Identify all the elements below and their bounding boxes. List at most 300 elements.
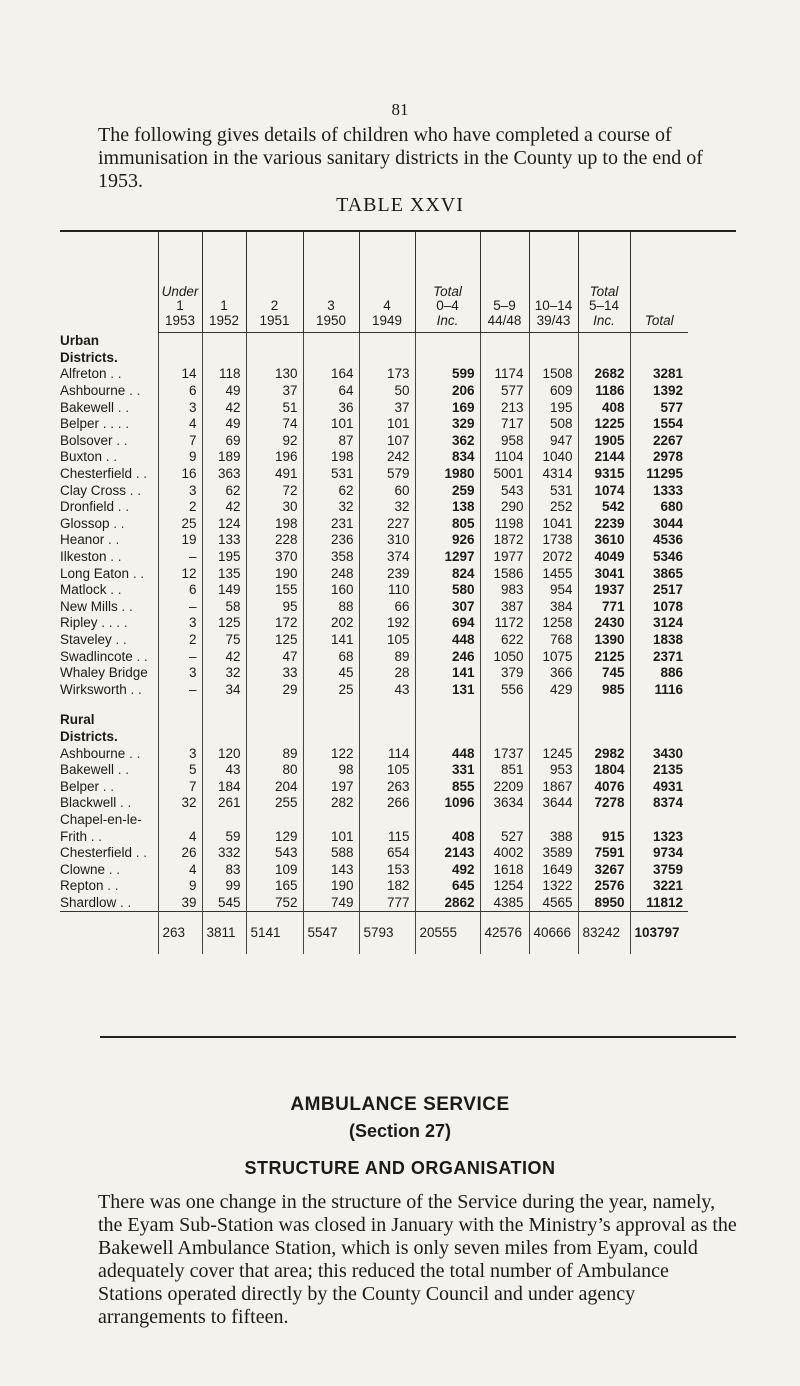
value-cell: 195 xyxy=(202,549,246,566)
value-cell: 543 xyxy=(480,482,529,499)
value-cell: 45 xyxy=(303,665,359,682)
table-header-row xyxy=(60,232,688,333)
value-cell: 26 xyxy=(158,845,202,862)
district-row xyxy=(60,845,688,862)
leader-dots: . . xyxy=(102,449,118,465)
value-cell: 1323 xyxy=(630,828,688,845)
value-cell: 2517 xyxy=(630,582,688,599)
value-cell: 1050 xyxy=(480,648,529,665)
value-cell: 3221 xyxy=(630,878,688,895)
value-cell: 1649 xyxy=(529,861,578,878)
district-name-cell xyxy=(60,383,158,400)
value-cell: 50 xyxy=(359,383,415,400)
district-name-cell xyxy=(60,499,158,516)
value-cell: 122 xyxy=(303,745,359,762)
value-cell: 531 xyxy=(303,466,359,483)
value-cell: 2862 xyxy=(415,895,480,912)
body-paragraph: There was one change in the structure of the Service during the year, namely, the Eyam Sub-Station was closed in January with the Ministry’s approval as the Bakewell Ambulance Station, which is only seven miles from Eyam, could adequately cover that area; this reduced the total number of Ambulance Stations operated directly by the County Council and under agency arrangements to fifteen. xyxy=(98,1191,737,1328)
value-cell: 32 xyxy=(202,665,246,682)
value-cell: 125 xyxy=(246,632,303,649)
district-name-cell xyxy=(60,399,158,416)
value-cell: 138 xyxy=(415,499,480,516)
district-row xyxy=(60,599,688,616)
value-cell: 3865 xyxy=(630,565,688,582)
value-cell: 2978 xyxy=(630,449,688,466)
value-cell: 492 xyxy=(415,861,480,878)
district-name-cell xyxy=(60,416,158,433)
district-name: Glossop xyxy=(60,515,110,531)
district-name: Bakewell xyxy=(60,399,115,415)
leader-dots: . . xyxy=(104,532,120,548)
value-cell: 69 xyxy=(202,433,246,450)
value-cell: 2576 xyxy=(578,878,630,895)
value-cell: 448 xyxy=(415,745,480,762)
leader-dots: . . xyxy=(114,762,130,778)
value-cell: 1075 xyxy=(529,648,578,665)
header-age-5-9: 5–9 44/48 xyxy=(480,232,529,333)
value-cell: 1258 xyxy=(529,615,578,632)
value-cell: 89 xyxy=(359,648,415,665)
value-cell: 43 xyxy=(359,681,415,698)
value-cell: 886 xyxy=(630,665,688,682)
value-cell: 805 xyxy=(415,516,480,533)
value-cell: 190 xyxy=(246,565,303,582)
value-cell: 3 xyxy=(158,399,202,416)
total-cell: 40666 xyxy=(529,912,578,955)
district-row xyxy=(60,778,688,795)
value-cell: 11295 xyxy=(630,466,688,483)
value-cell: 141 xyxy=(415,665,480,682)
value-cell: 374 xyxy=(359,549,415,566)
value-cell: 12 xyxy=(158,565,202,582)
district-name: Matlock xyxy=(60,582,107,598)
value-cell: 953 xyxy=(529,762,578,779)
district-name-cell xyxy=(60,449,158,466)
value-cell: 182 xyxy=(359,878,415,895)
leader-dots: . . xyxy=(132,845,148,861)
value-cell: 694 xyxy=(415,615,480,632)
value-cell: 1455 xyxy=(529,565,578,582)
value-cell: 1096 xyxy=(415,795,480,812)
value-cell: 16 xyxy=(158,466,202,483)
value-cell: 4931 xyxy=(630,778,688,795)
value-cell: 9 xyxy=(158,449,202,466)
district-name: Ashbourne xyxy=(60,745,126,761)
leader-dots: . . xyxy=(112,432,128,448)
value-cell: 290 xyxy=(480,499,529,516)
value-cell: 332 xyxy=(202,845,246,862)
value-cell: 198 xyxy=(303,449,359,466)
value-cell: 118 xyxy=(202,366,246,383)
district-name-cell xyxy=(60,745,158,762)
value-cell: 51 xyxy=(246,399,303,416)
district-row xyxy=(60,745,688,762)
value-cell: 1198 xyxy=(480,516,529,533)
leader-dots: . . xyxy=(132,648,148,664)
value-cell: 3759 xyxy=(630,861,688,878)
district-row xyxy=(60,466,688,483)
value-cell: 1738 xyxy=(529,532,578,549)
value-cell: 3 xyxy=(158,615,202,632)
district-name: Clay Cross xyxy=(60,482,127,498)
value-cell: 8950 xyxy=(578,895,630,912)
value-cell: 83 xyxy=(202,861,246,878)
district-row xyxy=(60,895,688,912)
value-cell: 3610 xyxy=(578,532,630,549)
value-cell: 153 xyxy=(359,861,415,878)
value-cell: 4002 xyxy=(480,845,529,862)
leader-dots: . . xyxy=(109,515,125,531)
value-cell: 680 xyxy=(630,499,688,516)
value-cell: 7591 xyxy=(578,845,630,862)
leader-dots: . . xyxy=(99,778,115,794)
value-cell: – xyxy=(158,549,202,566)
value-cell: 4049 xyxy=(578,549,630,566)
value-cell: 363 xyxy=(202,466,246,483)
section-heading: AMBULANCE SERVICE xyxy=(290,1094,510,1115)
value-cell: 4 xyxy=(158,828,202,845)
value-cell: 384 xyxy=(529,599,578,616)
value-cell: 491 xyxy=(246,466,303,483)
district-row xyxy=(60,762,688,779)
value-cell: 3589 xyxy=(529,845,578,862)
value-cell: 74 xyxy=(246,416,303,433)
value-cell: 4076 xyxy=(578,778,630,795)
value-cell: 246 xyxy=(415,648,480,665)
district-name: Dronfield xyxy=(60,499,115,515)
value-cell: 206 xyxy=(415,383,480,400)
header-under-1: Under 1 1953 xyxy=(158,232,202,333)
value-cell: 160 xyxy=(303,582,359,599)
district-row xyxy=(60,795,688,812)
value-cell: 9315 xyxy=(578,466,630,483)
district-row xyxy=(60,532,688,549)
district-row xyxy=(60,482,688,499)
district-name-cell xyxy=(60,565,158,582)
header-total-0-4: Total 0–4 Inc. xyxy=(415,232,480,333)
value-cell: 5346 xyxy=(630,549,688,566)
total-cell: 5547 xyxy=(303,912,359,955)
value-cell: 545 xyxy=(202,895,246,912)
district-row xyxy=(60,499,688,516)
value-cell: 129 xyxy=(246,828,303,845)
value-cell: 213 xyxy=(480,399,529,416)
value-cell: 101 xyxy=(359,416,415,433)
value-cell: 130 xyxy=(246,366,303,383)
value-cell: 141 xyxy=(303,632,359,649)
value-cell: 189 xyxy=(202,449,246,466)
value-cell: 30 xyxy=(246,499,303,516)
district-name-cell xyxy=(60,681,158,698)
total-cell: 5141 xyxy=(246,912,303,955)
district-name-cell xyxy=(60,366,158,383)
value-cell: 4536 xyxy=(630,532,688,549)
leader-dots: . . xyxy=(114,416,130,432)
total-cell: 103797 xyxy=(630,912,688,955)
district-name-cell xyxy=(60,878,158,895)
value-cell: 947 xyxy=(529,433,578,450)
value-cell: 172 xyxy=(246,615,303,632)
district-name-cell xyxy=(60,615,158,632)
district-name-cell xyxy=(60,845,158,862)
leader-dots: . . xyxy=(117,598,133,614)
value-cell: 14 xyxy=(158,366,202,383)
value-cell: 310 xyxy=(359,532,415,549)
value-cell: 252 xyxy=(529,499,578,516)
district-name: Heanor xyxy=(60,532,105,548)
value-cell: 4385 xyxy=(480,895,529,912)
value-cell: 926 xyxy=(415,532,480,549)
value-cell: 114 xyxy=(359,745,415,762)
value-cell: 109 xyxy=(246,861,303,878)
value-cell: 408 xyxy=(415,828,480,845)
district-name-cell xyxy=(60,582,158,599)
value-cell: 508 xyxy=(529,416,578,433)
value-cell: 3041 xyxy=(578,565,630,582)
value-cell: 448 xyxy=(415,632,480,649)
leader-dots: . . xyxy=(105,861,121,877)
district-name: Chapel-en-le- xyxy=(60,811,142,827)
leader-dots: . . xyxy=(106,582,122,598)
value-cell: 231 xyxy=(303,516,359,533)
district-name-cell xyxy=(60,648,158,665)
value-cell: 4 xyxy=(158,416,202,433)
value-cell: 32 xyxy=(303,499,359,516)
value-cell: 184 xyxy=(202,778,246,795)
value-cell: 1172 xyxy=(480,615,529,632)
district-name-cell xyxy=(60,632,158,649)
value-cell: 190 xyxy=(303,878,359,895)
district-name: Ilkeston xyxy=(60,549,107,565)
value-cell: 1297 xyxy=(415,549,480,566)
value-cell: 33 xyxy=(246,665,303,682)
value-cell: 3124 xyxy=(630,615,688,632)
value-cell: 105 xyxy=(359,762,415,779)
subsection-heading: STRUCTURE AND ORGANISATION xyxy=(244,1158,556,1178)
value-cell: 1322 xyxy=(529,878,578,895)
value-cell: 25 xyxy=(303,681,359,698)
spacer-row xyxy=(60,698,688,712)
value-cell: 7 xyxy=(158,433,202,450)
district-name-cell xyxy=(60,795,158,812)
value-cell: 259 xyxy=(415,482,480,499)
value-cell: 9 xyxy=(158,878,202,895)
value-cell: 2430 xyxy=(578,615,630,632)
value-cell: 202 xyxy=(303,615,359,632)
total-cell: 42576 xyxy=(480,912,529,955)
value-cell: 958 xyxy=(480,433,529,450)
value-cell: 72 xyxy=(246,482,303,499)
value-cell: 261 xyxy=(202,795,246,812)
value-cell: 985 xyxy=(578,681,630,698)
district-row xyxy=(60,665,688,682)
district-name: New Mills xyxy=(60,598,118,614)
value-cell: 236 xyxy=(303,532,359,549)
leader-dots: . . xyxy=(112,615,128,631)
value-cell: 4314 xyxy=(529,466,578,483)
header-total: Total xyxy=(630,232,688,333)
value-cell: 542 xyxy=(578,499,630,516)
value-cell: 131 xyxy=(415,681,480,698)
value-cell: 164 xyxy=(303,366,359,383)
value-cell: 101 xyxy=(303,416,359,433)
value-cell: 2 xyxy=(158,499,202,516)
district-name: Wirksworth xyxy=(60,681,127,697)
value-cell: 263 xyxy=(359,778,415,795)
district-name-cell xyxy=(60,516,158,533)
value-cell: 717 xyxy=(480,416,529,433)
value-cell: 388 xyxy=(529,828,578,845)
leader-dots: . . xyxy=(125,745,141,761)
value-cell: 1586 xyxy=(480,565,529,582)
leader-dots: . . xyxy=(129,565,145,581)
district-name-cell xyxy=(60,895,158,912)
district-name: Belper . . xyxy=(60,416,115,432)
value-cell: 198 xyxy=(246,516,303,533)
value-cell: 68 xyxy=(303,648,359,665)
value-cell: 1174 xyxy=(480,366,529,383)
header-age-3: 3 1950 xyxy=(303,232,359,333)
leader-dots: . . xyxy=(103,878,119,894)
value-cell: 370 xyxy=(246,549,303,566)
leader-dots: . . xyxy=(116,894,132,910)
immunisation-table xyxy=(60,232,688,954)
value-cell: 1392 xyxy=(630,383,688,400)
value-cell: 983 xyxy=(480,582,529,599)
value-cell: 6 xyxy=(158,582,202,599)
value-cell: 32 xyxy=(158,795,202,812)
rural-section-label-2: Districts. xyxy=(60,728,118,744)
value-cell: 307 xyxy=(415,599,480,616)
value-cell: 110 xyxy=(359,582,415,599)
value-cell: 3267 xyxy=(578,861,630,878)
value-cell: 609 xyxy=(529,383,578,400)
value-cell: 1225 xyxy=(578,416,630,433)
value-cell: 1554 xyxy=(630,416,688,433)
value-cell: 37 xyxy=(246,383,303,400)
value-cell: 66 xyxy=(359,599,415,616)
value-cell: 2267 xyxy=(630,433,688,450)
value-cell: 771 xyxy=(578,599,630,616)
value-cell: 2682 xyxy=(578,366,630,383)
district-name: Ashbourne xyxy=(60,383,126,399)
district-row xyxy=(60,399,688,416)
total-cell: 83242 xyxy=(578,912,630,955)
urban-section-label-2: Districts. xyxy=(60,349,118,365)
urban-section-label: Urban xyxy=(60,333,100,349)
leader-dots: . . xyxy=(87,828,103,844)
leader-dots: . . xyxy=(106,366,122,382)
value-cell: 39 xyxy=(158,895,202,912)
value-cell: 768 xyxy=(529,632,578,649)
value-cell: 556 xyxy=(480,681,529,698)
value-cell: 149 xyxy=(202,582,246,599)
value-cell: 579 xyxy=(359,466,415,483)
value-cell: 429 xyxy=(529,681,578,698)
district-name: Belper xyxy=(60,778,100,794)
value-cell: 42 xyxy=(202,399,246,416)
value-cell: 42 xyxy=(202,648,246,665)
value-cell: 645 xyxy=(415,878,480,895)
value-cell: 834 xyxy=(415,449,480,466)
value-cell: 3281 xyxy=(630,366,688,383)
value-cell: 358 xyxy=(303,549,359,566)
leader-dots: . . xyxy=(132,466,148,482)
value-cell: 92 xyxy=(246,433,303,450)
header-age-2: 2 1951 xyxy=(246,232,303,333)
district-name: Buxton xyxy=(60,449,103,465)
header-label-cell xyxy=(60,232,158,333)
value-cell: 1905 xyxy=(578,433,630,450)
district-row xyxy=(60,828,688,845)
value-cell: 408 xyxy=(578,399,630,416)
value-cell: 855 xyxy=(415,778,480,795)
value-cell: 6 xyxy=(158,383,202,400)
value-cell: 954 xyxy=(529,582,578,599)
table-bottom-rule xyxy=(100,1036,736,1038)
value-cell: 1980 xyxy=(415,466,480,483)
value-cell: 62 xyxy=(202,482,246,499)
value-cell: 80 xyxy=(246,762,303,779)
value-cell: 3 xyxy=(158,482,202,499)
urban-section-row-2 xyxy=(60,350,688,367)
district-name: Bakewell xyxy=(60,762,115,778)
value-cell: 155 xyxy=(246,582,303,599)
value-cell: 105 xyxy=(359,632,415,649)
value-cell: 227 xyxy=(359,516,415,533)
value-cell: 3044 xyxy=(630,516,688,533)
district-name-cell xyxy=(60,549,158,566)
value-cell: 2 xyxy=(158,632,202,649)
value-cell: 43 xyxy=(202,762,246,779)
value-cell: – xyxy=(158,681,202,698)
value-cell: 1041 xyxy=(529,516,578,533)
value-cell: 577 xyxy=(480,383,529,400)
value-cell: 2982 xyxy=(578,745,630,762)
value-cell: 2144 xyxy=(578,449,630,466)
value-cell: 1872 xyxy=(480,532,529,549)
district-row xyxy=(60,549,688,566)
value-cell: 197 xyxy=(303,778,359,795)
value-cell: 599 xyxy=(415,366,480,383)
value-cell: 331 xyxy=(415,762,480,779)
district-row xyxy=(60,632,688,649)
value-cell: 1333 xyxy=(630,482,688,499)
value-cell: 1737 xyxy=(480,745,529,762)
value-cell: 59 xyxy=(202,828,246,845)
value-cell: 143 xyxy=(303,861,359,878)
total-cell: 3811 xyxy=(202,912,246,955)
value-cell: 1074 xyxy=(578,482,630,499)
district-row xyxy=(60,516,688,533)
value-cell: 107 xyxy=(359,433,415,450)
value-cell: 58 xyxy=(202,599,246,616)
urban-section-row-1 xyxy=(60,333,688,350)
value-cell: 28 xyxy=(359,665,415,682)
district-name: Long Eaton xyxy=(60,565,130,581)
district-row xyxy=(60,366,688,383)
leader-dots: . . xyxy=(114,399,130,415)
value-cell: 1508 xyxy=(529,366,578,383)
value-cell: 7278 xyxy=(578,795,630,812)
district-name: Ripley . . xyxy=(60,615,113,631)
value-cell: 745 xyxy=(578,665,630,682)
value-cell: 8374 xyxy=(630,795,688,812)
value-cell: 7 xyxy=(158,778,202,795)
leader-dots: . . xyxy=(126,681,142,697)
value-cell: 266 xyxy=(359,795,415,812)
value-cell: 1937 xyxy=(578,582,630,599)
